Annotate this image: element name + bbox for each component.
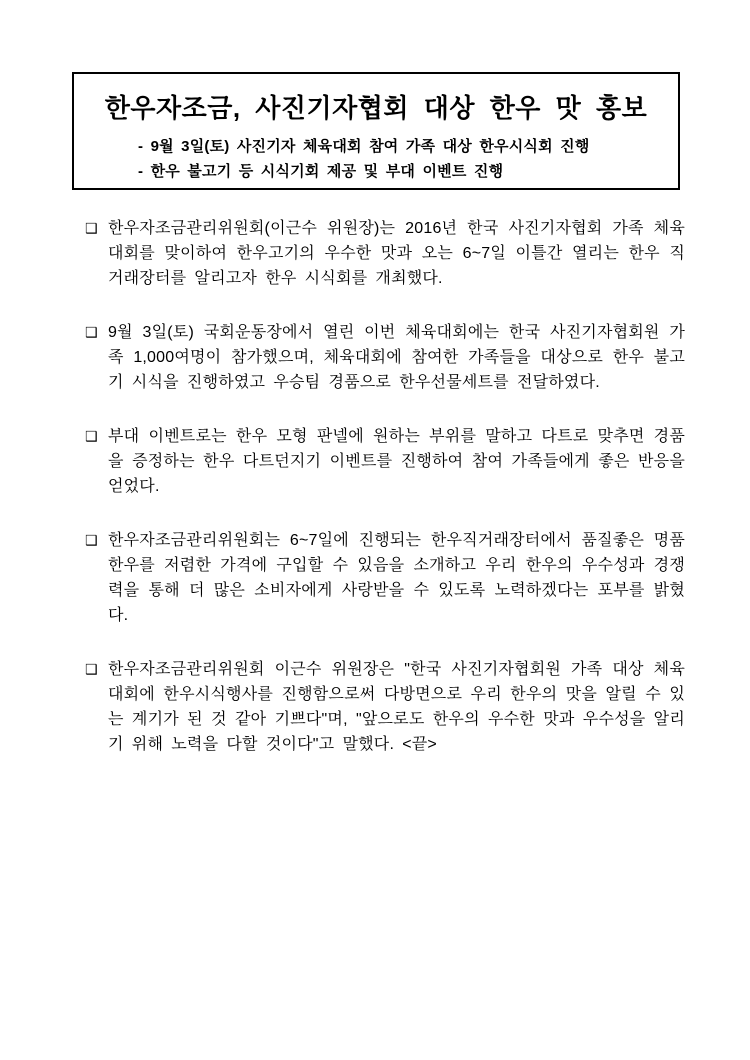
- subtitle-line-1: - 9월 3일(토) 사진기자 체육대회 참여 가족 대상 한우시식회 진행: [138, 138, 590, 155]
- paragraph-4: [85, 528, 685, 628]
- square-bullet-icon: ❑: [85, 661, 98, 677]
- paragraph-text: 9월 3일(토) 국회운동장에서 열린 이번 체육대회에는 한국 사진기자협회원 가족 1,000여명이 참가했으며, 체육대회에 참여한 가족들을 대상으로 한우 불고기 시식을 진행하였고 우승팀 경품으로 한우선물세트를 전달하였다.: [108, 324, 685, 391]
- paragraph-1: [85, 216, 685, 291]
- title-box: [72, 72, 680, 190]
- document-body: [85, 216, 685, 786]
- subtitle-line-2: - 한우 불고기 등 시식기회 제공 및 부대 이벤트 진행: [138, 163, 504, 180]
- square-bullet-icon: ❑: [85, 532, 98, 548]
- subtitle-list: [138, 134, 678, 184]
- paragraph-text: 한우자조금관리위원회(이근수 위원장)는 2016년 한국 사진기자협회 가족 체육대회를 맞이하여 한우고기의 우수한 맛과 오는 6~7일 이틀간 열리는 한우 직거래장터를 알리고자 한우 시식회를 개최했다.: [108, 220, 685, 287]
- paragraph-text: 한우자조금관리위원회는 6~7일에 진행되는 한우직거래장터에서 품질좋은 명품 한우를 저렴한 가격에 구입할 수 있음을 소개하고 우리 한우의 우수성과 경쟁력을 통해 더 많은 소비자에게 사랑받을 수 있도록 노력하겠다는 포부를 밝혔다.: [108, 532, 685, 624]
- square-bullet-icon: ❑: [85, 324, 98, 340]
- square-bullet-icon: ❑: [85, 220, 98, 236]
- paragraph-2: [85, 320, 685, 395]
- square-bullet-icon: ❑: [85, 428, 98, 444]
- page-title: 한우자조금, 사진기자협회 대상 한우 맛 홍보: [104, 93, 648, 123]
- paragraph-3: [85, 424, 685, 499]
- paragraph-5: [85, 657, 685, 757]
- paragraph-text: 한우자조금관리위원회 이근수 위원장은 "한국 사진기자협회원 가족 대상 체육대회에 한우시식행사를 진행함으로써 다방면으로 우리 한우의 맛을 알릴 수 있는 계기가 된 것 같아 기쁘다"며, "앞으로도 한우의 우수한 맛과 우수성을 알리기 위해 노력을 다할 것이다"고 말했다. <끝>: [108, 661, 685, 753]
- paragraph-text: 부대 이벤트로는 한우 모형 판넬에 원하는 부위를 말하고 다트로 맞추면 경품을 증정하는 한우 다트던지기 이벤트를 진행하여 참여 가족들에게 좋은 반응을 얻었다.: [108, 428, 685, 495]
